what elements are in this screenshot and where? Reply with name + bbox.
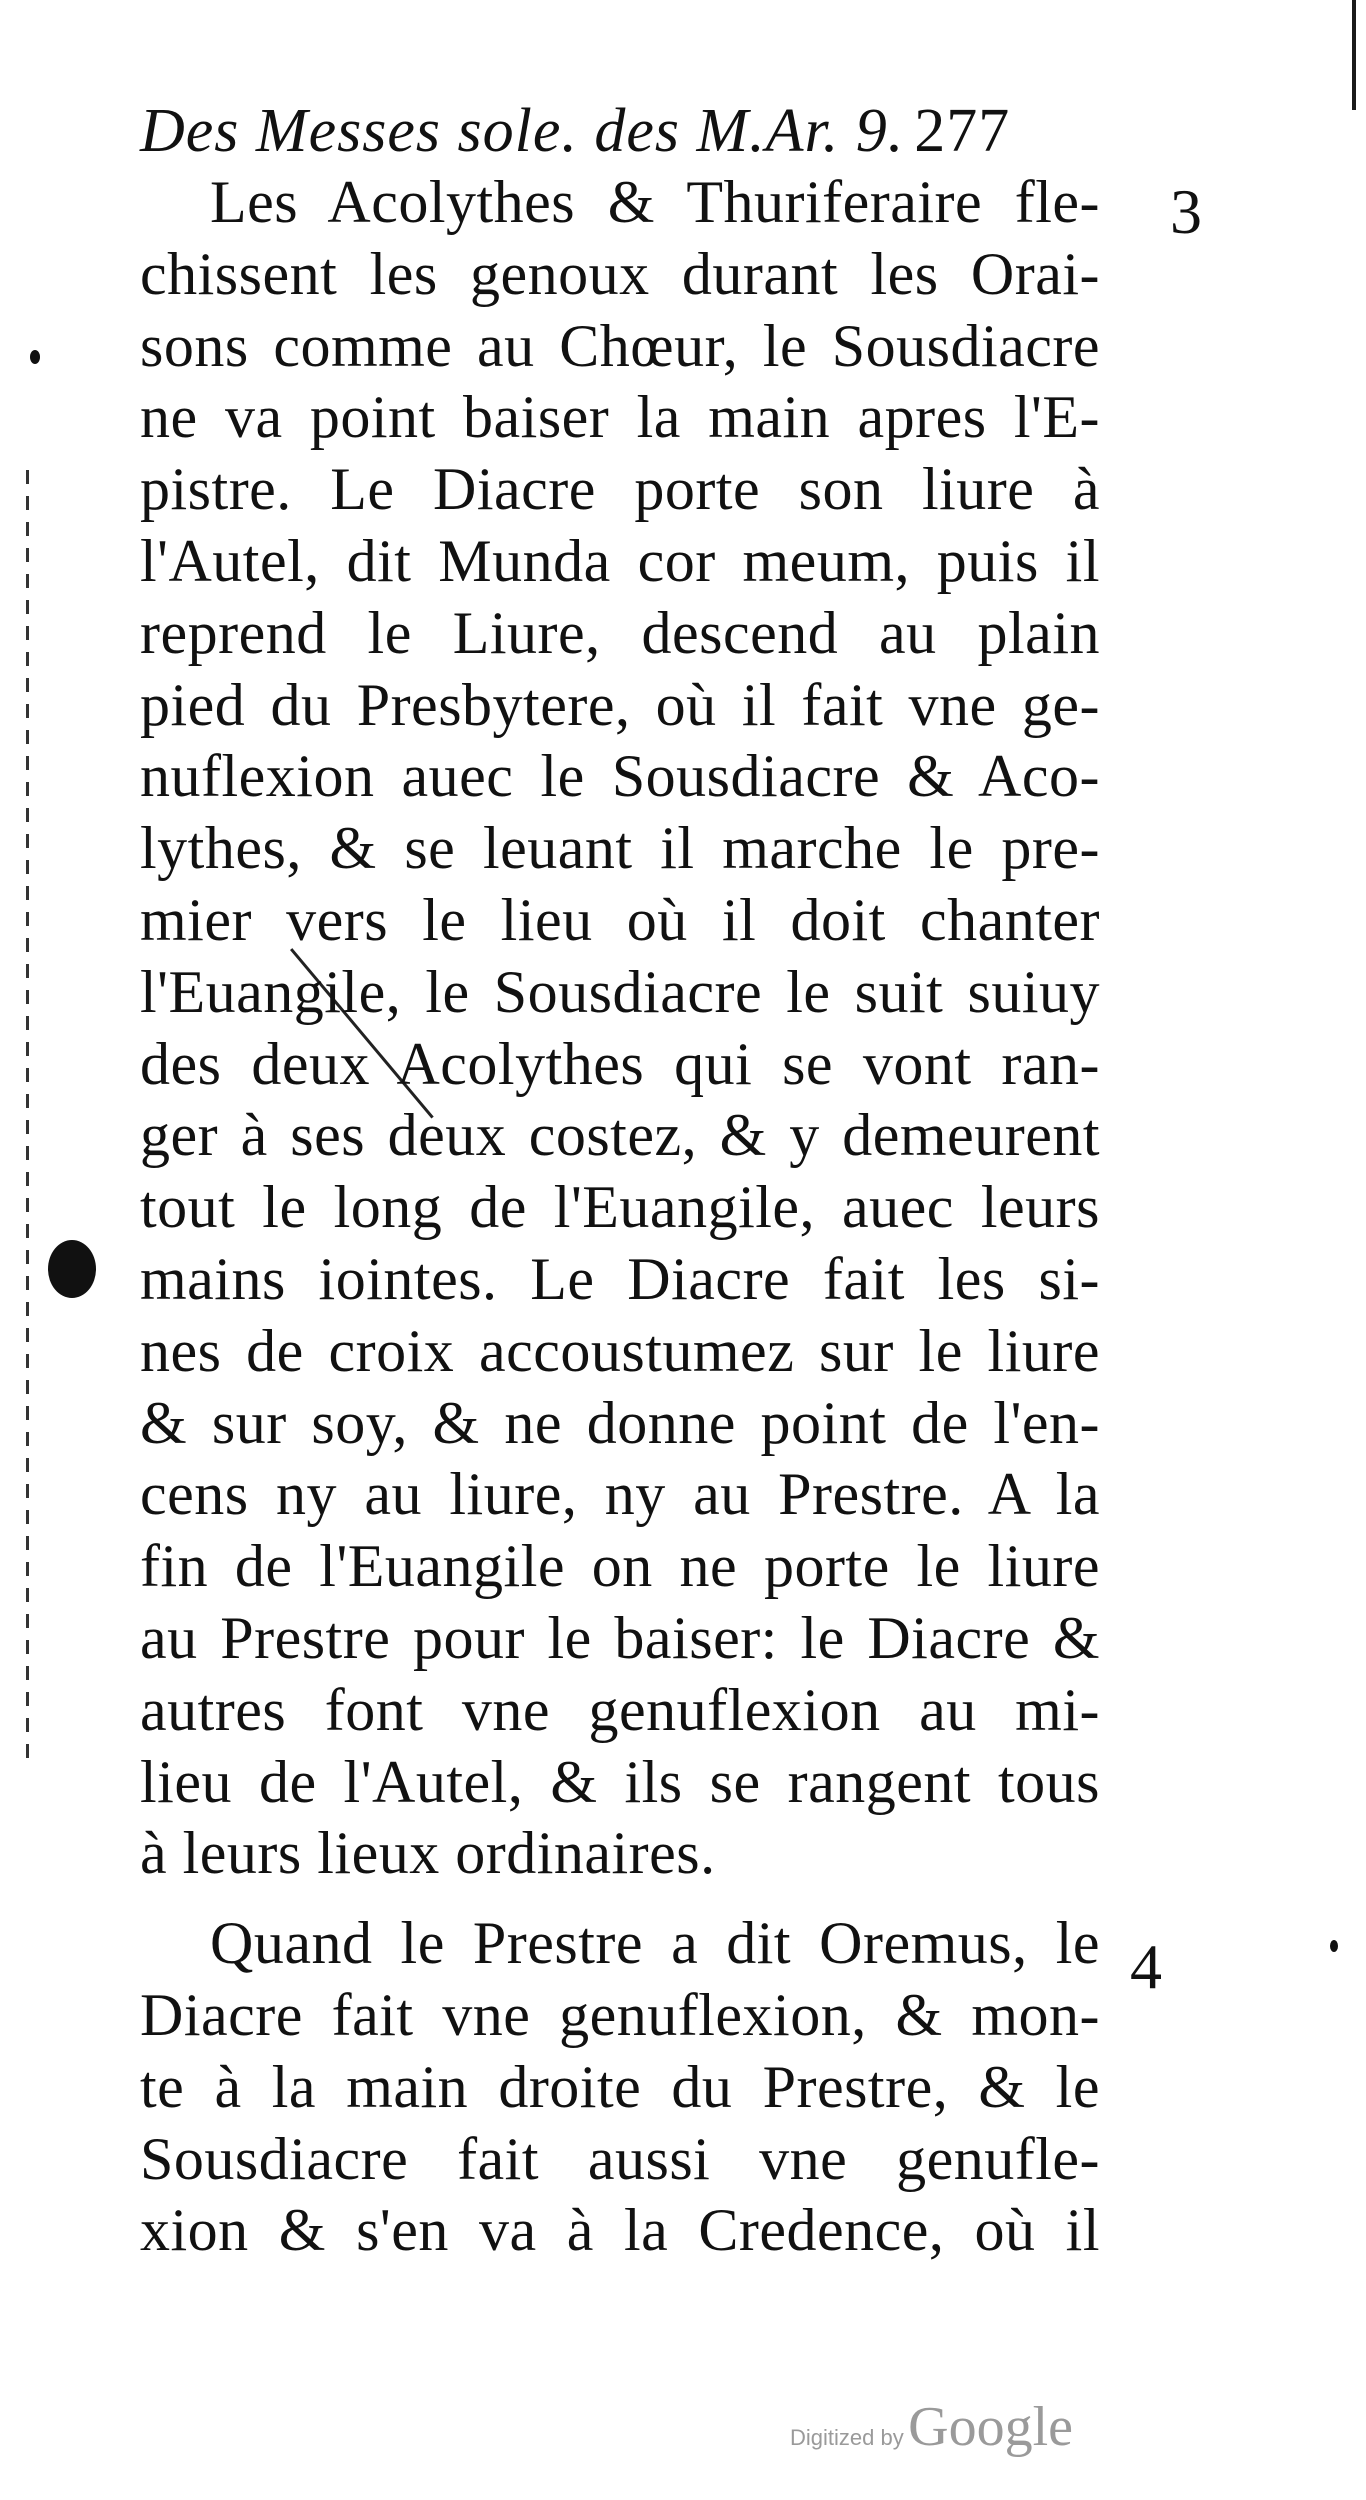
text-line: Sousdiacre fait aussi vne genufle- [140, 2125, 1100, 2192]
text-line: autres font vne genuflexion au mi- [140, 1676, 1100, 1743]
watermark-brand: Google [908, 2396, 1074, 2458]
text-line: te à la main droite du Prestre, & le [140, 2053, 1100, 2120]
text-line: pied du Presbytere, où il fait vne ge- [140, 671, 1100, 738]
ink-speck [30, 350, 40, 364]
text-line: l'Autel, dit Munda cor meum, puis il [140, 527, 1100, 594]
running-head-title: Des Messes sole. des M.Ar. 9. [140, 97, 905, 165]
text-line: Quand le Prestre a dit Oremus, le [210, 1910, 1100, 1977]
text-line: chissent les genoux durant les Orai- [140, 240, 1100, 307]
text-line: nuflexion auec le Sousdiacre & Aco- [140, 743, 1100, 810]
text-line: Les Acolythes & Thuriferaire fle- [210, 169, 1100, 235]
marginal-number-3: 3 [1170, 176, 1202, 247]
text-line: ger à ses deux costez, & y demeurent [140, 1102, 1100, 1169]
scan-edge-right [1352, 0, 1356, 110]
running-head [140, 95, 1100, 167]
scan-edge-left [26, 470, 29, 1760]
text-line: au Prestre pour le baiser: le Diacre & [140, 1604, 1100, 1671]
folio-number: 277 [914, 97, 1011, 165]
text-line: tout le long de l'Euangile, auec leurs [140, 1174, 1100, 1241]
watermark-prefix: Digitized by [790, 2425, 904, 2450]
text-line: à leurs lieux ordinaires. [140, 1820, 716, 1887]
text-line: nes de croix accoustumez sur le liure [140, 1317, 1100, 1384]
text-line: mier vers le lieu où il doit chanter [140, 886, 1100, 953]
text-line: cens ny au liure, ny au Prestre. A la [140, 1461, 1100, 1528]
text-line: sons comme au Chœur, le Sousdiacre [140, 312, 1100, 379]
text-line: ne va point baiser la main apres l'E- [140, 384, 1100, 451]
body-text [140, 167, 1100, 2267]
text-line: mains iointes. Le Diacre fait les si- [140, 1245, 1100, 1312]
ink-speck [1330, 1940, 1338, 1952]
text-line: lieu de l'Autel, & ils se rangent tous [140, 1748, 1100, 1815]
page-block [140, 95, 1100, 2267]
marginal-number-4: 4 [1130, 1931, 1162, 2002]
digitized-by-google-watermark [790, 2395, 1073, 2459]
text-line: l'Euangile, le Sousdiacre le suit suiuy [140, 958, 1100, 1025]
paragraph-gap [140, 1890, 1100, 1908]
text-line: reprend le Liure, descend au plain [140, 599, 1100, 666]
ink-blot [48, 1240, 96, 1298]
paragraph [140, 167, 1100, 1890]
text-line: xion & s'en va à la Credence, où il [140, 2197, 1100, 2264]
text-line: Diacre fait vne genuflexion, & mon- [140, 1981, 1100, 2048]
text-line: & sur soy, & ne donne point de l'en- [140, 1389, 1100, 1456]
text-line: des deux Acolythes qui se vont ran- [140, 1030, 1100, 1097]
text-line: pistre. Le Diacre porte son liure à [140, 456, 1100, 523]
text-line: lythes, & se leuant il marche le pre- [140, 815, 1100, 882]
paragraph [140, 1908, 1100, 2267]
text-line: fin de l'Euangile on ne porte le liure [140, 1533, 1100, 1600]
